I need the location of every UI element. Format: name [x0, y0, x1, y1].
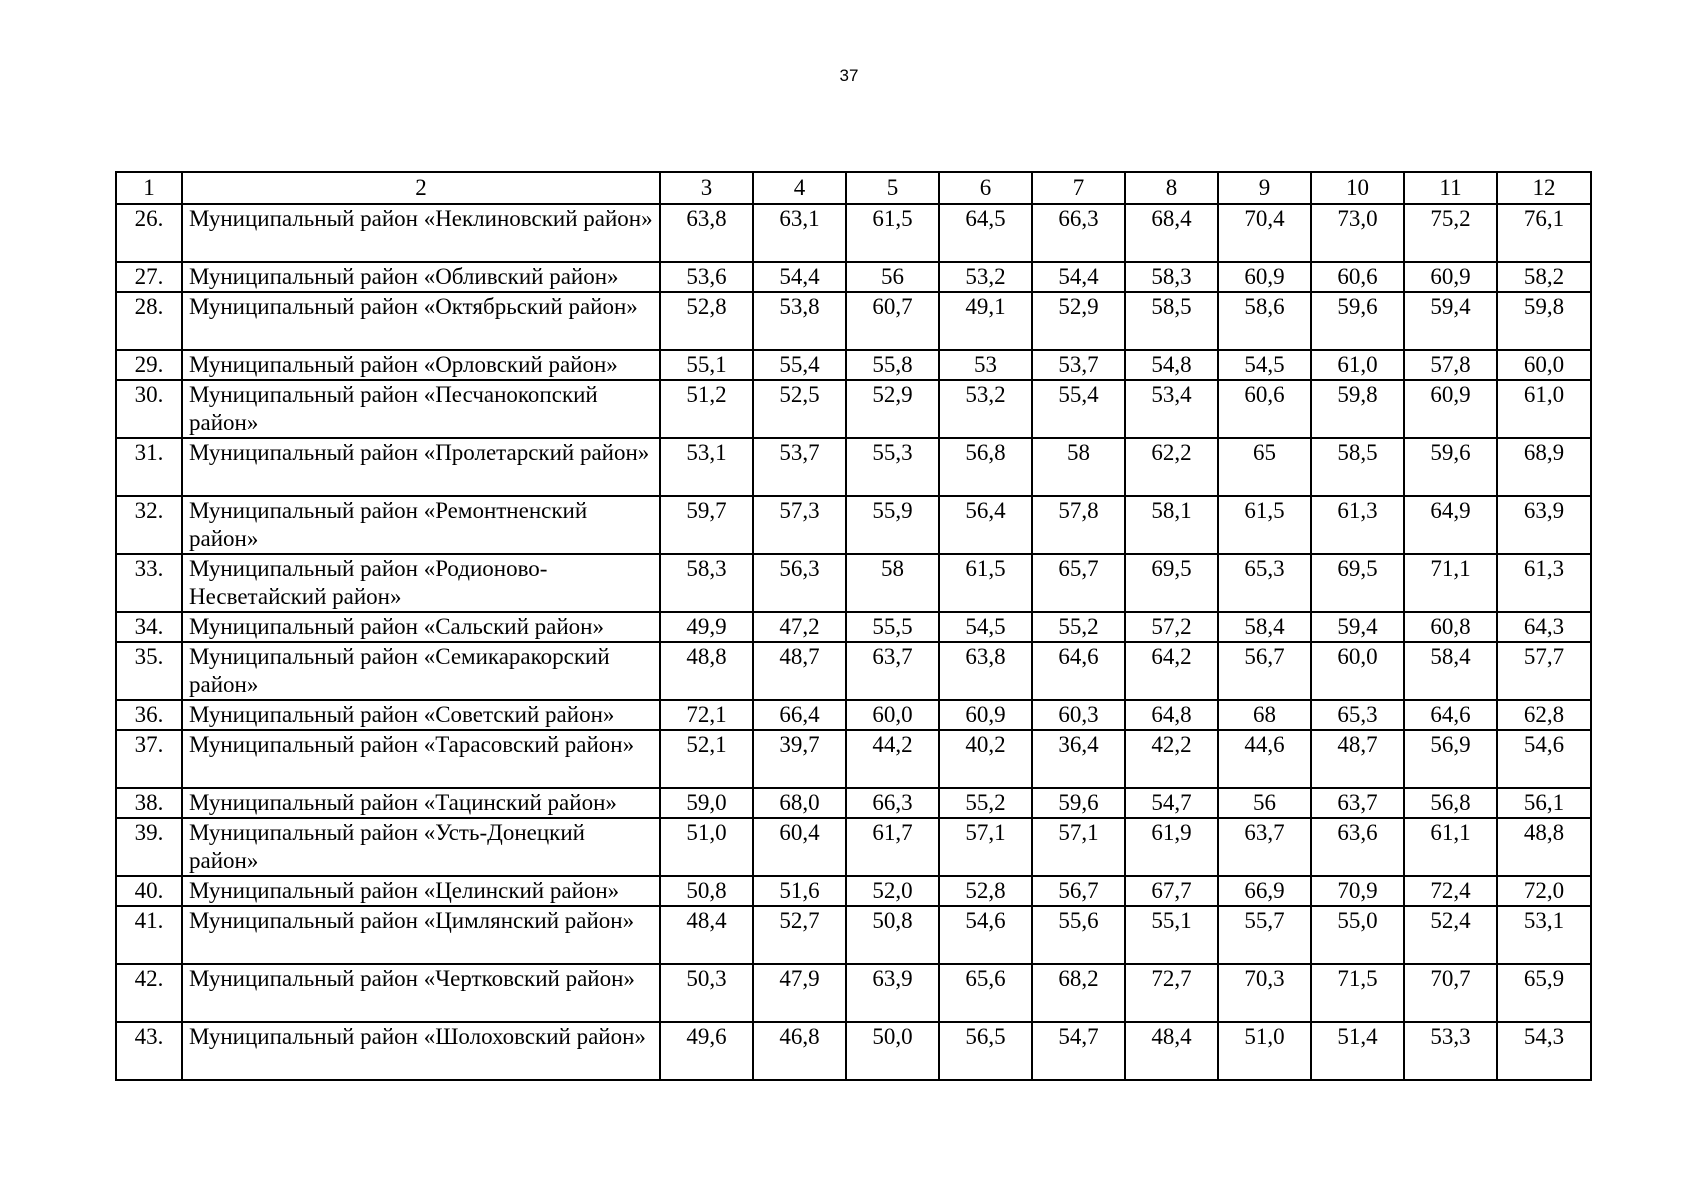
- district-name: Муниципальный район «Октябрьский район»: [182, 292, 660, 350]
- table-body: [116, 204, 1591, 1080]
- data-table: [115, 171, 1592, 1081]
- row-number: 28.: [116, 292, 182, 350]
- value-cell: 51,2: [660, 380, 753, 438]
- page-number: 37: [839, 66, 859, 85]
- value-cell: 58,5: [1311, 438, 1404, 496]
- value-cell: 59,4: [1311, 612, 1404, 642]
- table-row: [116, 730, 1591, 788]
- value-cell: 39,7: [753, 730, 846, 788]
- value-cell: 65,3: [1218, 554, 1311, 612]
- row-number: 38.: [116, 788, 182, 818]
- value-cell: 63,1: [753, 204, 846, 262]
- table-row: [116, 262, 1591, 292]
- value-cell: 55,3: [846, 438, 939, 496]
- column-header: 6: [939, 172, 1032, 204]
- value-cell: 69,5: [1311, 554, 1404, 612]
- value-cell: 50,8: [660, 876, 753, 906]
- table-row: [116, 612, 1591, 642]
- value-cell: 54,5: [1218, 350, 1311, 380]
- value-cell: 53,3: [1404, 1022, 1497, 1080]
- value-cell: 51,4: [1311, 1022, 1404, 1080]
- district-name: Муниципальный район «Тарасовский район»: [182, 730, 660, 788]
- value-cell: 72,1: [660, 700, 753, 730]
- value-cell: 75,2: [1404, 204, 1497, 262]
- value-cell: 48,7: [1311, 730, 1404, 788]
- value-cell: 56,7: [1032, 876, 1125, 906]
- value-cell: 50,3: [660, 964, 753, 1022]
- table-row: [116, 876, 1591, 906]
- row-number: 27.: [116, 262, 182, 292]
- value-cell: 54,7: [1032, 1022, 1125, 1080]
- value-cell: 55,1: [660, 350, 753, 380]
- district-name: Муниципальный район «Пролетарский район»: [182, 438, 660, 496]
- row-number: 42.: [116, 964, 182, 1022]
- column-header: 4: [753, 172, 846, 204]
- table-row: [116, 350, 1591, 380]
- value-cell: 68,9: [1497, 438, 1591, 496]
- value-cell: 61,5: [846, 204, 939, 262]
- value-cell: 56,9: [1404, 730, 1497, 788]
- district-name: Муниципальный район «Тацинский район»: [182, 788, 660, 818]
- table-row: [116, 554, 1591, 612]
- value-cell: 58,6: [1218, 292, 1311, 350]
- district-name: Муниципальный район «Обливский район»: [182, 262, 660, 292]
- row-number: 35.: [116, 642, 182, 700]
- value-cell: 56: [846, 262, 939, 292]
- value-cell: 65,9: [1497, 964, 1591, 1022]
- value-cell: 70,4: [1218, 204, 1311, 262]
- value-cell: 60,9: [1404, 380, 1497, 438]
- value-cell: 65: [1218, 438, 1311, 496]
- district-name: Муниципальный район «Сальский район»: [182, 612, 660, 642]
- district-name: Муниципальный район «Советский район»: [182, 700, 660, 730]
- value-cell: 65,6: [939, 964, 1032, 1022]
- row-number: 37.: [116, 730, 182, 788]
- value-cell: 58,3: [660, 554, 753, 612]
- value-cell: 63,7: [846, 642, 939, 700]
- value-cell: 52,9: [1032, 292, 1125, 350]
- value-cell: 64,5: [939, 204, 1032, 262]
- value-cell: 54,8: [1125, 350, 1218, 380]
- value-cell: 53,8: [753, 292, 846, 350]
- value-cell: 58,1: [1125, 496, 1218, 554]
- value-cell: 72,7: [1125, 964, 1218, 1022]
- column-header: 8: [1125, 172, 1218, 204]
- value-cell: 60,7: [846, 292, 939, 350]
- value-cell: 61,9: [1125, 818, 1218, 876]
- value-cell: 36,4: [1032, 730, 1125, 788]
- value-cell: 49,9: [660, 612, 753, 642]
- value-cell: 64,8: [1125, 700, 1218, 730]
- value-cell: 48,4: [660, 906, 753, 964]
- value-cell: 58,4: [1404, 642, 1497, 700]
- value-cell: 54,3: [1497, 1022, 1591, 1080]
- value-cell: 52,4: [1404, 906, 1497, 964]
- value-cell: 63,9: [1497, 496, 1591, 554]
- value-cell: 55,8: [846, 350, 939, 380]
- value-cell: 52,8: [660, 292, 753, 350]
- value-cell: 54,4: [1032, 262, 1125, 292]
- table-row: [116, 438, 1591, 496]
- row-number: 41.: [116, 906, 182, 964]
- value-cell: 67,7: [1125, 876, 1218, 906]
- value-cell: 56,7: [1218, 642, 1311, 700]
- value-cell: 57,3: [753, 496, 846, 554]
- value-cell: 44,6: [1218, 730, 1311, 788]
- column-header: 2: [182, 172, 660, 204]
- value-cell: 64,6: [1032, 642, 1125, 700]
- value-cell: 55,9: [846, 496, 939, 554]
- table-row: [116, 818, 1591, 876]
- value-cell: 68,2: [1032, 964, 1125, 1022]
- value-cell: 44,2: [846, 730, 939, 788]
- value-cell: 54,6: [939, 906, 1032, 964]
- value-cell: 56: [1218, 788, 1311, 818]
- value-cell: 68: [1218, 700, 1311, 730]
- value-cell: 63,6: [1311, 818, 1404, 876]
- value-cell: 53: [939, 350, 1032, 380]
- column-header: 10: [1311, 172, 1404, 204]
- value-cell: 63,8: [660, 204, 753, 262]
- value-cell: 60,0: [846, 700, 939, 730]
- value-cell: 56,5: [939, 1022, 1032, 1080]
- value-cell: 54,7: [1125, 788, 1218, 818]
- value-cell: 51,0: [660, 818, 753, 876]
- value-cell: 59,6: [1311, 292, 1404, 350]
- row-number: 39.: [116, 818, 182, 876]
- value-cell: 58: [1032, 438, 1125, 496]
- table-row: [116, 700, 1591, 730]
- value-cell: 49,1: [939, 292, 1032, 350]
- value-cell: 51,0: [1218, 1022, 1311, 1080]
- value-cell: 58,3: [1125, 262, 1218, 292]
- value-cell: 72,4: [1404, 876, 1497, 906]
- value-cell: 56,3: [753, 554, 846, 612]
- value-cell: 60,9: [1218, 262, 1311, 292]
- value-cell: 47,9: [753, 964, 846, 1022]
- value-cell: 53,4: [1125, 380, 1218, 438]
- value-cell: 53,6: [660, 262, 753, 292]
- value-cell: 56,1: [1497, 788, 1591, 818]
- value-cell: 57,2: [1125, 612, 1218, 642]
- row-number: 32.: [116, 496, 182, 554]
- column-header: 12: [1497, 172, 1591, 204]
- value-cell: 57,8: [1032, 496, 1125, 554]
- value-cell: 57,1: [1032, 818, 1125, 876]
- value-cell: 70,3: [1218, 964, 1311, 1022]
- value-cell: 52,5: [753, 380, 846, 438]
- value-cell: 64,6: [1404, 700, 1497, 730]
- value-cell: 63,9: [846, 964, 939, 1022]
- value-cell: 54,5: [939, 612, 1032, 642]
- value-cell: 53,7: [753, 438, 846, 496]
- value-cell: 64,2: [1125, 642, 1218, 700]
- row-number: 40.: [116, 876, 182, 906]
- value-cell: 55,5: [846, 612, 939, 642]
- row-number: 30.: [116, 380, 182, 438]
- value-cell: 76,1: [1497, 204, 1591, 262]
- district-name: Муниципальный район «Песчанокопский район»: [182, 380, 660, 438]
- value-cell: 40,2: [939, 730, 1032, 788]
- value-cell: 61,0: [1311, 350, 1404, 380]
- value-cell: 59,4: [1404, 292, 1497, 350]
- value-cell: 55,7: [1218, 906, 1311, 964]
- value-cell: 61,0: [1497, 380, 1591, 438]
- value-cell: 59,8: [1311, 380, 1404, 438]
- value-cell: 48,8: [1497, 818, 1591, 876]
- value-cell: 59,6: [1404, 438, 1497, 496]
- value-cell: 55,4: [753, 350, 846, 380]
- value-cell: 53,1: [660, 438, 753, 496]
- value-cell: 55,1: [1125, 906, 1218, 964]
- value-cell: 60,3: [1032, 700, 1125, 730]
- value-cell: 70,9: [1311, 876, 1404, 906]
- row-number: 26.: [116, 204, 182, 262]
- header-row: [116, 172, 1591, 204]
- value-cell: 68,4: [1125, 204, 1218, 262]
- value-cell: 59,0: [660, 788, 753, 818]
- value-cell: 60,0: [1311, 642, 1404, 700]
- table-row: [116, 642, 1591, 700]
- district-name: Муниципальный район «Шолоховский район»: [182, 1022, 660, 1080]
- value-cell: 59,8: [1497, 292, 1591, 350]
- value-cell: 61,7: [846, 818, 939, 876]
- district-name: Муниципальный район «Родионово-Несветайский район»: [182, 554, 660, 612]
- value-cell: 60,6: [1218, 380, 1311, 438]
- table-row: [116, 496, 1591, 554]
- value-cell: 66,3: [846, 788, 939, 818]
- value-cell: 70,7: [1404, 964, 1497, 1022]
- row-number: 36.: [116, 700, 182, 730]
- value-cell: 56,4: [939, 496, 1032, 554]
- row-number: 43.: [116, 1022, 182, 1080]
- value-cell: 68,0: [753, 788, 846, 818]
- value-cell: 58,2: [1497, 262, 1591, 292]
- value-cell: 52,9: [846, 380, 939, 438]
- value-cell: 60,8: [1404, 612, 1497, 642]
- value-cell: 63,8: [939, 642, 1032, 700]
- value-cell: 61,5: [1218, 496, 1311, 554]
- value-cell: 60,0: [1497, 350, 1591, 380]
- value-cell: 53,1: [1497, 906, 1591, 964]
- value-cell: 48,7: [753, 642, 846, 700]
- district-name: Муниципальный район «Целинский район»: [182, 876, 660, 906]
- district-name: Муниципальный район «Семикаракорский район»: [182, 642, 660, 700]
- table-row: [116, 906, 1591, 964]
- value-cell: 71,5: [1311, 964, 1404, 1022]
- value-cell: 60,4: [753, 818, 846, 876]
- district-name: Муниципальный район «Неклиновский район»: [182, 204, 660, 262]
- value-cell: 56,8: [1404, 788, 1497, 818]
- row-number: 29.: [116, 350, 182, 380]
- value-cell: 57,8: [1404, 350, 1497, 380]
- value-cell: 54,6: [1497, 730, 1591, 788]
- value-cell: 53,2: [939, 262, 1032, 292]
- value-cell: 50,8: [846, 906, 939, 964]
- value-cell: 64,3: [1497, 612, 1591, 642]
- value-cell: 59,7: [660, 496, 753, 554]
- value-cell: 49,6: [660, 1022, 753, 1080]
- value-cell: 60,6: [1311, 262, 1404, 292]
- table-row: [116, 380, 1591, 438]
- value-cell: 61,3: [1311, 496, 1404, 554]
- value-cell: 52,1: [660, 730, 753, 788]
- value-cell: 63,7: [1218, 818, 1311, 876]
- value-cell: 56,8: [939, 438, 1032, 496]
- column-header: 9: [1218, 172, 1311, 204]
- value-cell: 72,0: [1497, 876, 1591, 906]
- value-cell: 73,0: [1311, 204, 1404, 262]
- value-cell: 55,4: [1032, 380, 1125, 438]
- value-cell: 53,7: [1032, 350, 1125, 380]
- table-row: [116, 292, 1591, 350]
- value-cell: 53,2: [939, 380, 1032, 438]
- value-cell: 42,2: [1125, 730, 1218, 788]
- district-name: Муниципальный район «Орловский район»: [182, 350, 660, 380]
- value-cell: 65,7: [1032, 554, 1125, 612]
- value-cell: 61,5: [939, 554, 1032, 612]
- value-cell: 52,0: [846, 876, 939, 906]
- value-cell: 66,9: [1218, 876, 1311, 906]
- table-row: [116, 1022, 1591, 1080]
- value-cell: 48,8: [660, 642, 753, 700]
- value-cell: 54,4: [753, 262, 846, 292]
- value-cell: 65,3: [1311, 700, 1404, 730]
- value-cell: 60,9: [939, 700, 1032, 730]
- column-header: 11: [1404, 172, 1497, 204]
- value-cell: 63,7: [1311, 788, 1404, 818]
- value-cell: 58,5: [1125, 292, 1218, 350]
- value-cell: 66,3: [1032, 204, 1125, 262]
- value-cell: 55,6: [1032, 906, 1125, 964]
- row-number: 31.: [116, 438, 182, 496]
- value-cell: 60,9: [1404, 262, 1497, 292]
- value-cell: 52,8: [939, 876, 1032, 906]
- value-cell: 46,8: [753, 1022, 846, 1080]
- value-cell: 58: [846, 554, 939, 612]
- value-cell: 52,7: [753, 906, 846, 964]
- value-cell: 61,3: [1497, 554, 1591, 612]
- value-cell: 69,5: [1125, 554, 1218, 612]
- table-row: [116, 204, 1591, 262]
- value-cell: 61,1: [1404, 818, 1497, 876]
- value-cell: 51,6: [753, 876, 846, 906]
- value-cell: 71,1: [1404, 554, 1497, 612]
- value-cell: 62,8: [1497, 700, 1591, 730]
- value-cell: 64,9: [1404, 496, 1497, 554]
- row-number: 33.: [116, 554, 182, 612]
- value-cell: 66,4: [753, 700, 846, 730]
- value-cell: 55,2: [939, 788, 1032, 818]
- district-name: Муниципальный район «Цимлянский район»: [182, 906, 660, 964]
- table-row: [116, 964, 1591, 1022]
- district-name: Муниципальный район «Ремонтненский район»: [182, 496, 660, 554]
- value-cell: 50,0: [846, 1022, 939, 1080]
- value-cell: 55,2: [1032, 612, 1125, 642]
- value-cell: 57,1: [939, 818, 1032, 876]
- value-cell: 57,7: [1497, 642, 1591, 700]
- column-header: 7: [1032, 172, 1125, 204]
- value-cell: 59,6: [1032, 788, 1125, 818]
- column-header: 3: [660, 172, 753, 204]
- value-cell: 62,2: [1125, 438, 1218, 496]
- value-cell: 48,4: [1125, 1022, 1218, 1080]
- column-header: 5: [846, 172, 939, 204]
- value-cell: 55,0: [1311, 906, 1404, 964]
- district-name: Муниципальный район «Чертковский район»: [182, 964, 660, 1022]
- column-header: 1: [116, 172, 182, 204]
- district-name: Муниципальный район «Усть-Донецкий район»: [182, 818, 660, 876]
- value-cell: 58,4: [1218, 612, 1311, 642]
- value-cell: 47,2: [753, 612, 846, 642]
- table-row: [116, 788, 1591, 818]
- row-number: 34.: [116, 612, 182, 642]
